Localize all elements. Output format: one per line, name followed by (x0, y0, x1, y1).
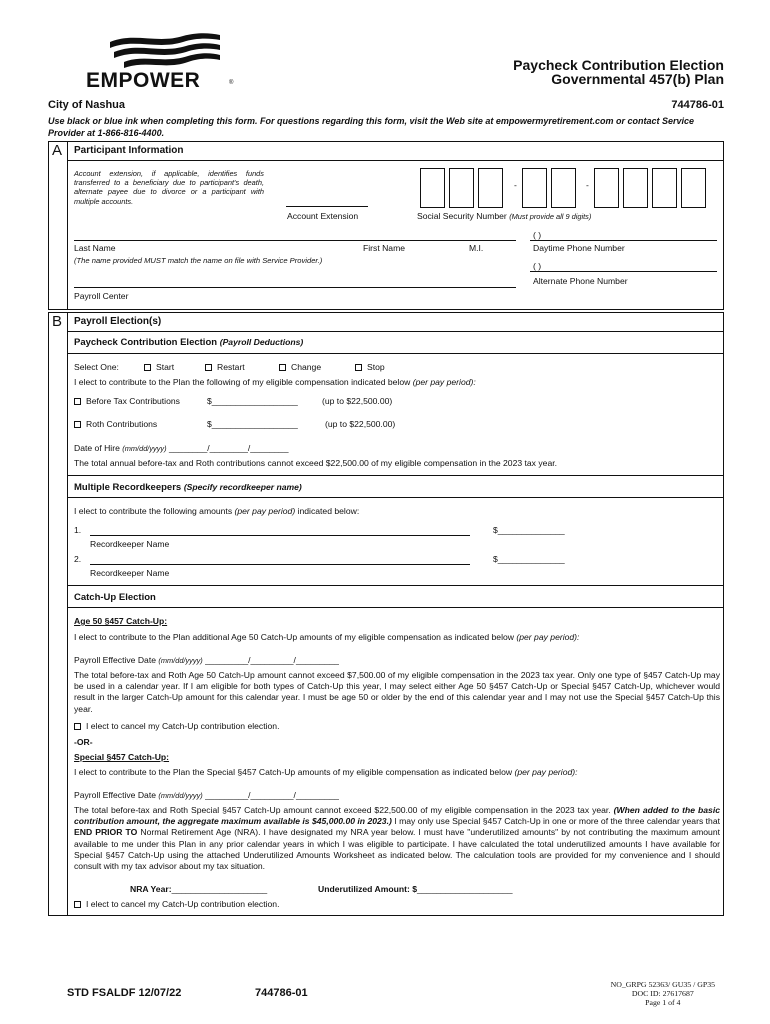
ssn-dash: - (514, 180, 517, 190)
option-start-label: Start (156, 362, 175, 372)
plan-number: 744786-01 (671, 99, 724, 111)
alternate-phone-paren: ( ) (533, 261, 542, 271)
catchup-title: Catch-Up Election (74, 592, 156, 603)
last-name-label: Last Name (74, 243, 116, 253)
pce-title-text: Paycheck Contribution Election (74, 337, 218, 348)
pce-elect-text (74, 377, 476, 387)
form-title: Paycheck Contribution Election (513, 57, 724, 73)
ssn-dash: - (586, 180, 589, 190)
rule (48, 141, 724, 142)
option-stop[interactable] (355, 362, 385, 372)
rule (723, 312, 724, 916)
option-change[interactable] (279, 362, 321, 372)
age50-elect-text: I elect to contribute to the Plan additional Age 50 Catch-Up amounts of my eligible compensation as indicated below (74, 632, 514, 642)
multi-title (74, 482, 302, 494)
cancel-catchup-checkbox-2[interactable] (74, 901, 81, 908)
age50-elect (74, 632, 579, 642)
option-start[interactable] (144, 362, 174, 372)
mi-label: M.I. (469, 243, 484, 253)
empower-logo (86, 30, 246, 92)
select-one-label: Select One: (74, 362, 119, 372)
footer-form-code: STD FSALDF 12/07/22 (67, 987, 182, 999)
option-change-label: Change (291, 362, 322, 372)
alternate-phone-label: Alternate Phone Number (533, 276, 628, 286)
special-para-c: I may only use Special §457 Catch-Up in one or more of the three calendar years that (394, 816, 720, 827)
plan-name: City of Nashua (48, 99, 126, 111)
underutilized-field[interactable]: ____________________ (416, 884, 513, 894)
special-para-d: END PRIOR TO (74, 827, 138, 838)
section-a-title: Participant Information (74, 145, 184, 156)
rule (67, 331, 723, 332)
eff-date-note: (mm/dd/yyyy) (158, 656, 203, 665)
ssn-digit-box[interactable] (551, 168, 576, 208)
before-tax-limit: (up to $22,500.00) (322, 396, 393, 406)
rule (48, 309, 724, 310)
recordkeeper-label-2: Recordkeeper Name (90, 568, 170, 578)
nra-year-field[interactable]: ____________________ (171, 884, 268, 894)
recordkeeper-label-1: Recordkeeper Name (90, 539, 170, 549)
logo-text: EMPOWER (86, 69, 201, 92)
cancel-catchup-label-2: I elect to cancel my Catch-Up contribution election. (86, 899, 280, 909)
daytime-phone-label: Daytime Phone Number (533, 243, 625, 253)
special-title: Special §457 Catch-Up: (74, 752, 170, 762)
rule (48, 915, 724, 916)
rule (67, 141, 68, 309)
rule (67, 353, 723, 354)
ssn-digit-box[interactable] (478, 168, 503, 208)
roth-option[interactable] (74, 419, 157, 429)
age50-effective-date (74, 655, 339, 665)
special-elect-note: (per pay period): (514, 767, 578, 777)
account-extension-label: Account Extension (287, 211, 359, 221)
pce-elect-main: I elect to contribute to the Plan the following of my eligible compensation indicated below (74, 377, 411, 387)
roth-limit: (up to $22,500.00) (325, 419, 396, 429)
age50-elect-note: (per pay period): (516, 632, 580, 642)
nra-label: NRA Year: (130, 884, 172, 894)
ssn-digit-box[interactable] (522, 168, 547, 208)
roth-label: Roth Contributions (86, 419, 158, 429)
rule (67, 585, 723, 586)
rule (723, 141, 724, 309)
footer-references (611, 980, 715, 1008)
recordkeeper-num-1: 1. (74, 525, 82, 535)
pce-elect-note: (per pay period): (412, 377, 476, 387)
or-divider: -OR- (74, 737, 93, 747)
age50-eff-date-field[interactable]: _________/_________/_________ (205, 655, 339, 665)
before-tax-checkbox[interactable] (74, 398, 81, 405)
before-tax-option[interactable] (74, 396, 180, 406)
flag-waves-icon (108, 30, 223, 70)
payroll-center-field[interactable] (74, 287, 516, 288)
rule (48, 312, 724, 313)
roth-amount-field[interactable]: $__________________ (207, 419, 298, 429)
special-eff-date-field[interactable]: _________/_________/_________ (205, 790, 339, 800)
ssn-digit-box[interactable] (681, 168, 706, 208)
alternate-phone-field[interactable] (530, 271, 717, 272)
multi-intro-note: (per pay period) (234, 506, 296, 516)
change-checkbox[interactable] (279, 364, 286, 371)
rule (67, 497, 723, 498)
special-elect-text: I elect to contribute to the Plan the Special §457 Catch-Up amounts of my eligible compensation as indicated below (74, 767, 513, 777)
start-checkbox[interactable] (144, 364, 151, 371)
underutilized-label: Underutilized Amount: $ (318, 884, 417, 894)
footer-page: Page 1 of 4 (645, 998, 681, 1008)
recordkeeper-amount-1[interactable]: $______________ (493, 525, 565, 535)
ssn-note: (Must provide all 9 digits) (509, 212, 592, 221)
special-eff-date-label: Payroll Effective Date (74, 790, 156, 800)
section-letter-a: A (51, 142, 62, 159)
multi-title-text: Multiple Recordkeepers (74, 482, 182, 493)
multi-intro-end: indicated below: (297, 506, 360, 516)
special-elect (74, 767, 578, 777)
special-para-b: (When added to the basic contribution amount, the aggregate maximum available is $45,000.00 in 2023.) (74, 805, 720, 827)
cancel-catchup-1[interactable] (74, 721, 279, 731)
before-tax-amount-field[interactable]: $__________________ (207, 396, 298, 406)
restart-checkbox[interactable] (205, 364, 212, 371)
rule (48, 312, 49, 916)
cancel-catchup-2[interactable] (74, 899, 279, 909)
name-field-line[interactable] (74, 240, 516, 241)
footer-plan-number: 744786-01 (255, 987, 308, 999)
hire-date-field[interactable]: ________/________/________ (169, 443, 289, 453)
special-eff-date-note: (mm/dd/yyyy) (158, 791, 203, 800)
option-restart[interactable] (205, 362, 245, 372)
first-name-label: First Name (363, 243, 406, 253)
cancel-catchup-label-1: I elect to cancel my Catch-Up contribution election. (86, 721, 280, 731)
age50-paragraph: The total before-tax and Roth Age 50 Catch-Up amount cannot exceed $7,500.00 of my eligible compensation in the 2023 tax year. Only one type of §457 Catch-Up may be used in a calendar year. If I am eligible for both types of Catch-Up this year, I may select either Age 50 §457 Catch-Up or Special §457 Catch-Up, whichever would result in the larger Catch-Up amount for this calendar year. I must be age 50 or older by the end of this calendar year and I may not use the Special §457 Catch-Up this year. (74, 670, 720, 714)
rule (67, 312, 68, 916)
pce-title-note: (Payroll Deductions) (219, 337, 304, 347)
age50-title: Age 50 §457 Catch-Up: (74, 616, 168, 626)
multi-title-note: (Specify recordkeeper name) (183, 482, 302, 492)
rule (67, 475, 723, 476)
rule (48, 141, 49, 309)
before-tax-label: Before Tax Contributions (86, 396, 180, 406)
recordkeeper-num-2: 2. (74, 554, 82, 564)
annual-limit-text: The total annual before-tax and Roth contributions cannot exceed $22,500.00 of my eligible compensation in the 2023 tax year. (74, 458, 557, 468)
option-stop-label: Stop (367, 362, 385, 372)
account-extension-note: Account extension, if applicable, identifies funds transferred to a beneficiary due to participant's death, alternate payee due to divorce or a participant with multiple accounts. (74, 169, 264, 206)
recordkeeper-amount-2[interactable]: $______________ (493, 554, 565, 564)
special-para-e: Normal Retirement Age (NRA). I have designated my NRA year below. I must have "underutilized amounts" by not contributing the maximum amount available to me under this Plan in any prior calendar years in which I was eligible to participate. I have calculated the total underutilized amounts I have available for Special §457 Catch-Up using the attached Underutilized Amounts Worksheet as indicated below. The calculation tools are provided for my convenience and I should consult with my tax advisor about my tax situation. (74, 827, 720, 872)
special-effective-date (74, 790, 339, 800)
ssn-label-text: Social Security Number (417, 211, 507, 221)
ssn-digit-box[interactable] (420, 168, 445, 208)
ssn-label (417, 211, 591, 221)
rule (67, 607, 723, 608)
section-b-title: Payroll Election(s) (74, 316, 162, 327)
cancel-catchup-checkbox-1[interactable] (74, 723, 81, 730)
underutilized-amount (318, 884, 513, 894)
name-note: (The name provided MUST match the name on file with Service Provider.) (74, 256, 323, 265)
ssn-digit-box[interactable] (623, 168, 648, 208)
registered-mark: ® (229, 80, 234, 86)
ssn-digit-box[interactable] (652, 168, 677, 208)
eff-date-label: Payroll Effective Date (74, 655, 156, 665)
hire-note: (mm/dd/yyyy) (122, 444, 167, 453)
ssn-digit-box[interactable] (594, 168, 619, 208)
section-letter-b: B (51, 313, 62, 330)
multi-intro (74, 506, 359, 516)
ssn-digit-box[interactable] (449, 168, 474, 208)
special-paragraph (74, 805, 720, 872)
form-subtitle: Governmental 457(b) Plan (551, 71, 724, 87)
payroll-center-label: Payroll Center (74, 291, 129, 301)
date-of-hire (74, 443, 288, 453)
plan-header (48, 99, 724, 113)
recordkeeper-name-field-1[interactable] (90, 535, 470, 536)
footer-ref1: NO_GRPG 52363/ GU35 / GP35 (610, 980, 715, 989)
nra-year (130, 884, 267, 894)
pce-title (74, 337, 303, 349)
hire-label: Date of Hire (74, 443, 120, 453)
daytime-phone-field[interactable] (530, 240, 717, 241)
rule (67, 160, 723, 161)
recordkeeper-name-field-2[interactable] (90, 564, 470, 565)
multi-intro-text: I elect to contribute the following amounts (74, 506, 233, 516)
instructions: Use black or blue ink when completing this form. For questions regarding this form, visit the Web site at empowermyretirement.com or contact Service Provider at 1-866-816-4400. (48, 116, 694, 138)
special-para-a: The total before-tax and Roth Special §457 Catch-Up amount cannot exceed $22,500.00 of my eligible compensation in the 2023 tax year. (74, 805, 611, 815)
account-extension-field[interactable] (286, 206, 368, 207)
stop-checkbox[interactable] (355, 364, 362, 371)
roth-checkbox[interactable] (74, 421, 81, 428)
daytime-phone-paren: ( ) (533, 230, 542, 240)
option-restart-label: Restart (217, 362, 245, 372)
footer-ref2: DOC ID: 27617687 (631, 989, 694, 999)
